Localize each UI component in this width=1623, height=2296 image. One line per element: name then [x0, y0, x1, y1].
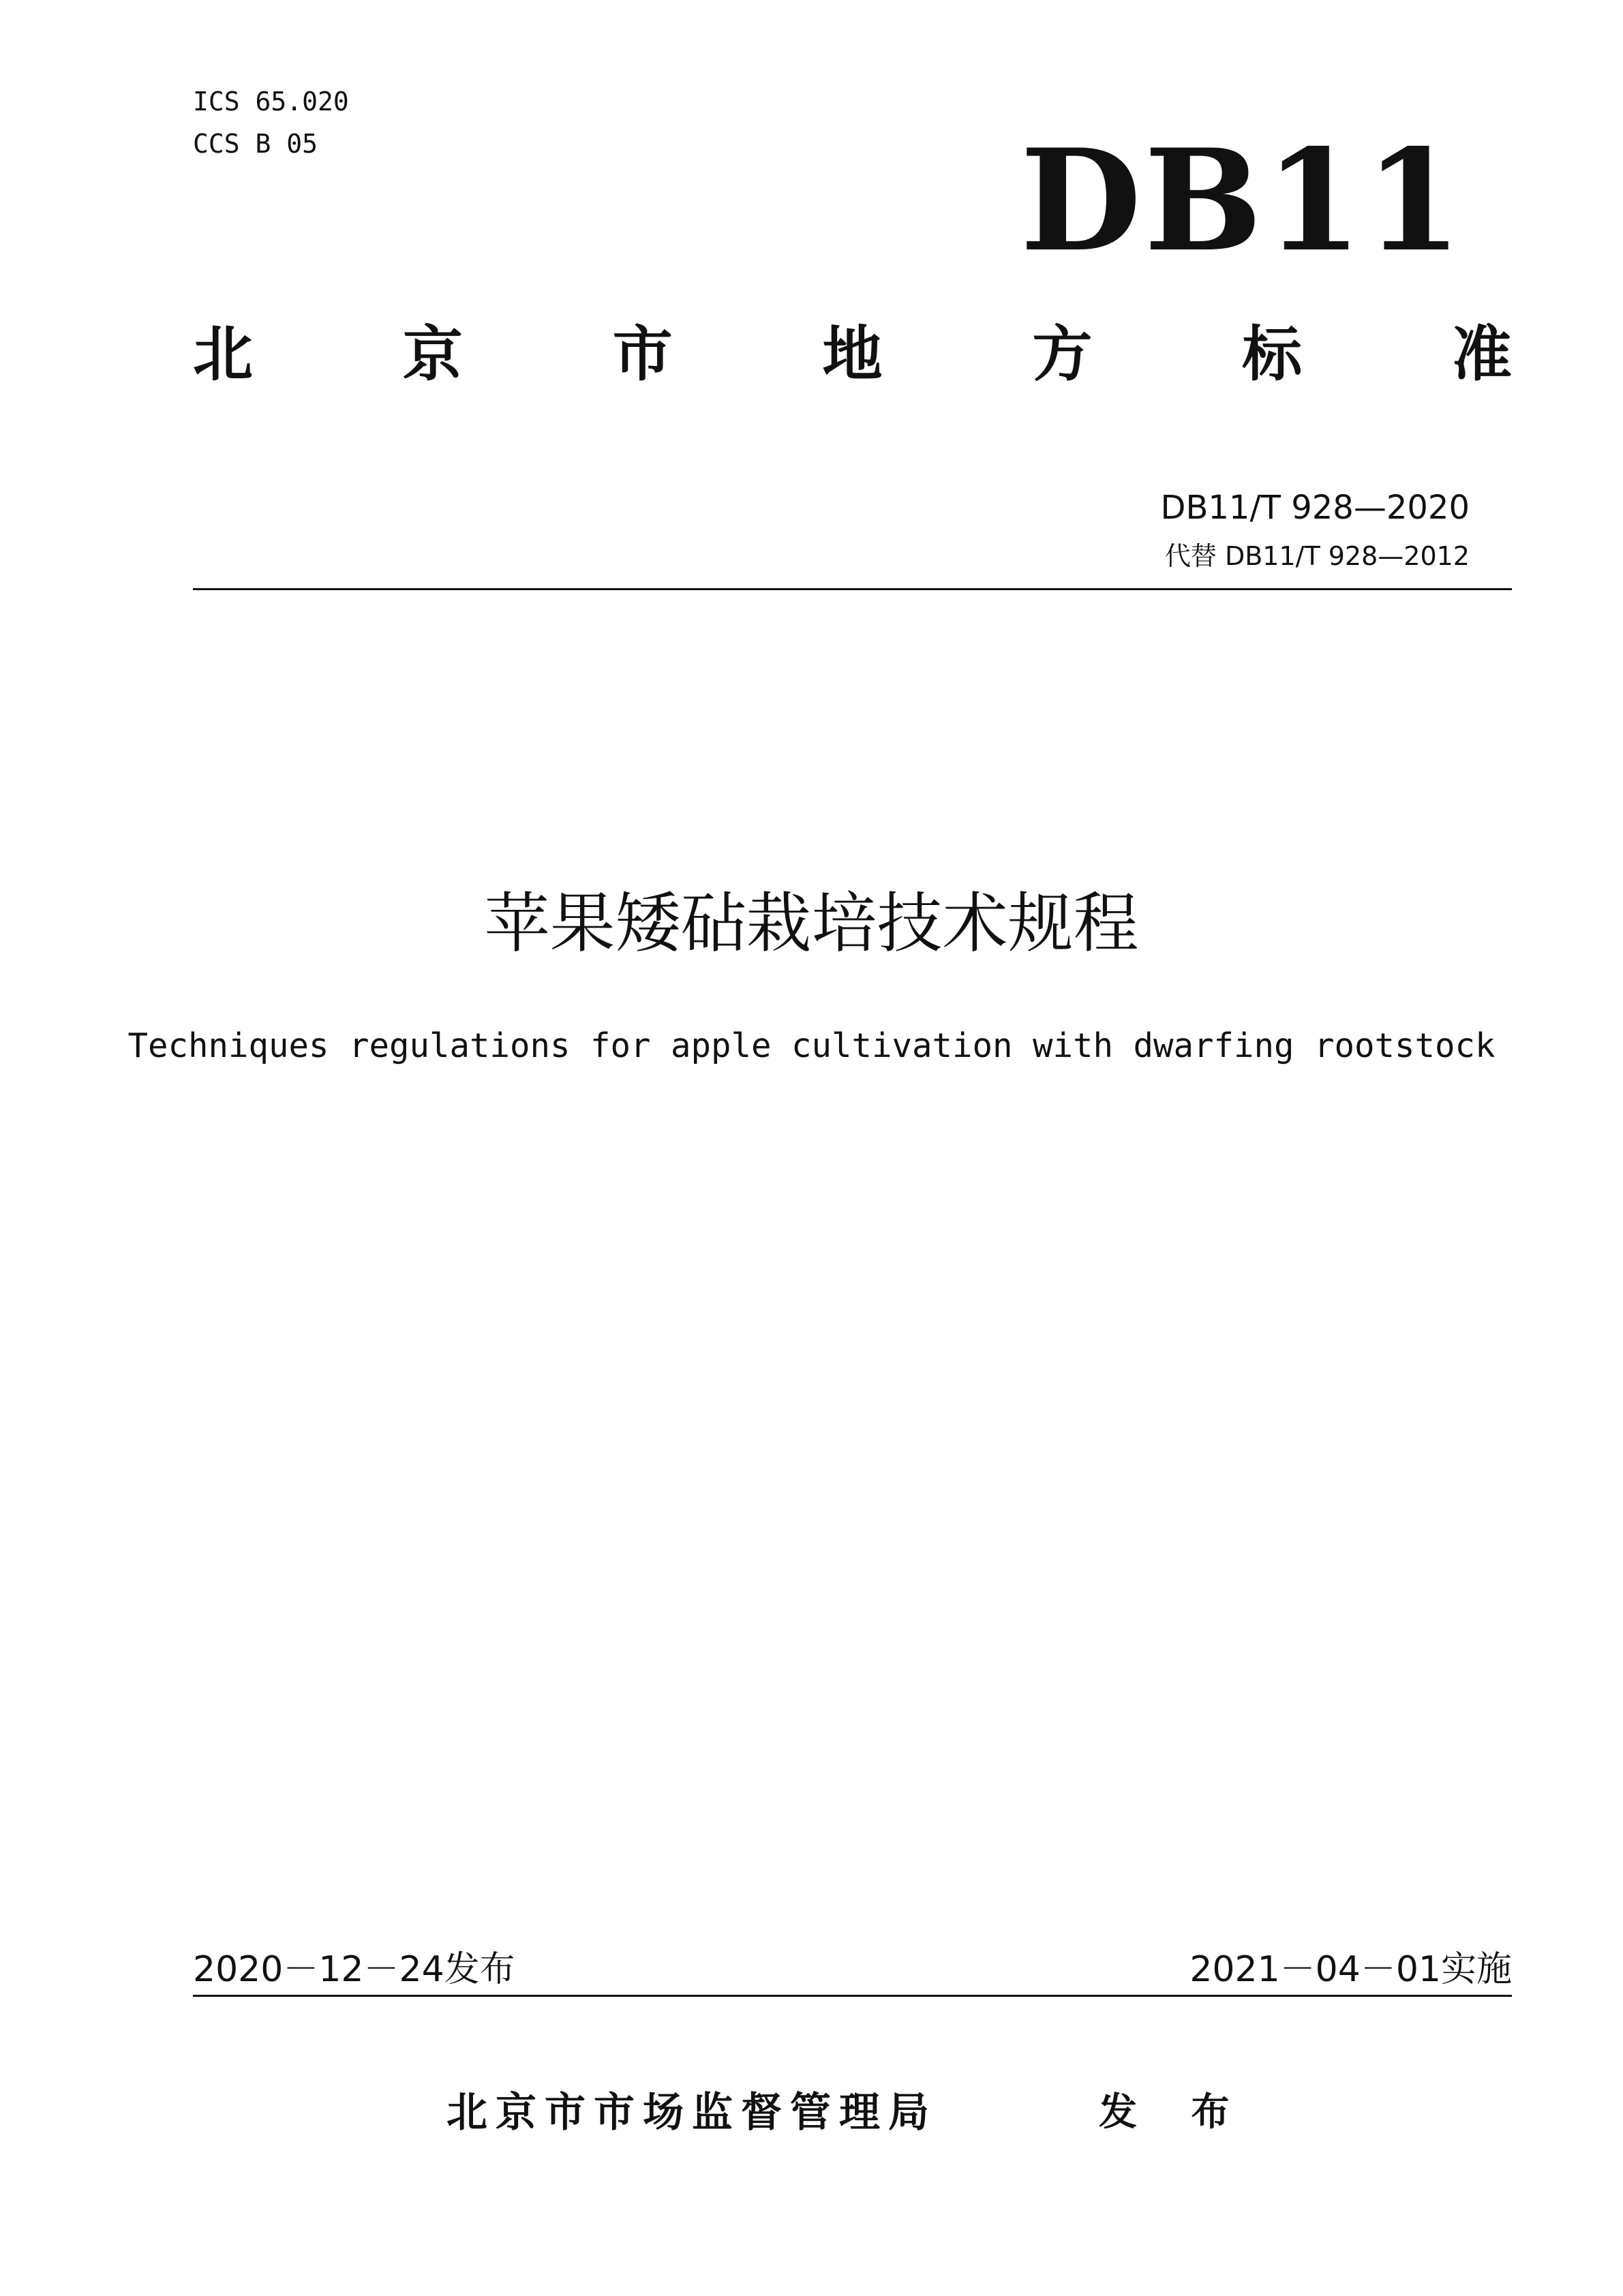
ics-code: ICS 65.020	[193, 87, 349, 117]
header-divider	[193, 588, 1512, 590]
replaces-standard: 代替 DB11/T 928—2012	[1164, 541, 1470, 571]
ccs-code: CCS B 05	[193, 129, 318, 159]
document-title-cn: 苹果矮砧栽培技术规程	[484, 885, 1139, 962]
publish-label: 发 布	[1099, 2090, 1250, 2134]
db11-logo: DB11	[1020, 119, 1465, 283]
title-char: 方	[1032, 319, 1093, 389]
title-char: 标	[1242, 319, 1303, 389]
title-char: 京	[402, 319, 463, 389]
standard-code: DB11/T 928—2020	[1160, 489, 1470, 527]
release-date: 2020－12－24发布	[193, 1949, 515, 1990]
title-char: 准	[1451, 319, 1512, 389]
standard-category-title	[193, 310, 1512, 399]
effective-date: 2021－04－01实施	[1189, 1949, 1512, 1990]
publisher: 北京市市场监督管理局	[446, 2089, 937, 2137]
document-title-en: Techniques regulations for apple cultivation with dwarfing rootstock	[127, 1026, 1496, 1065]
title-char: 北	[193, 319, 254, 389]
title-char: 市	[612, 319, 673, 389]
classification-codes	[193, 80, 349, 165]
title-char: 地	[822, 319, 883, 389]
footer-divider	[193, 1995, 1512, 1997]
